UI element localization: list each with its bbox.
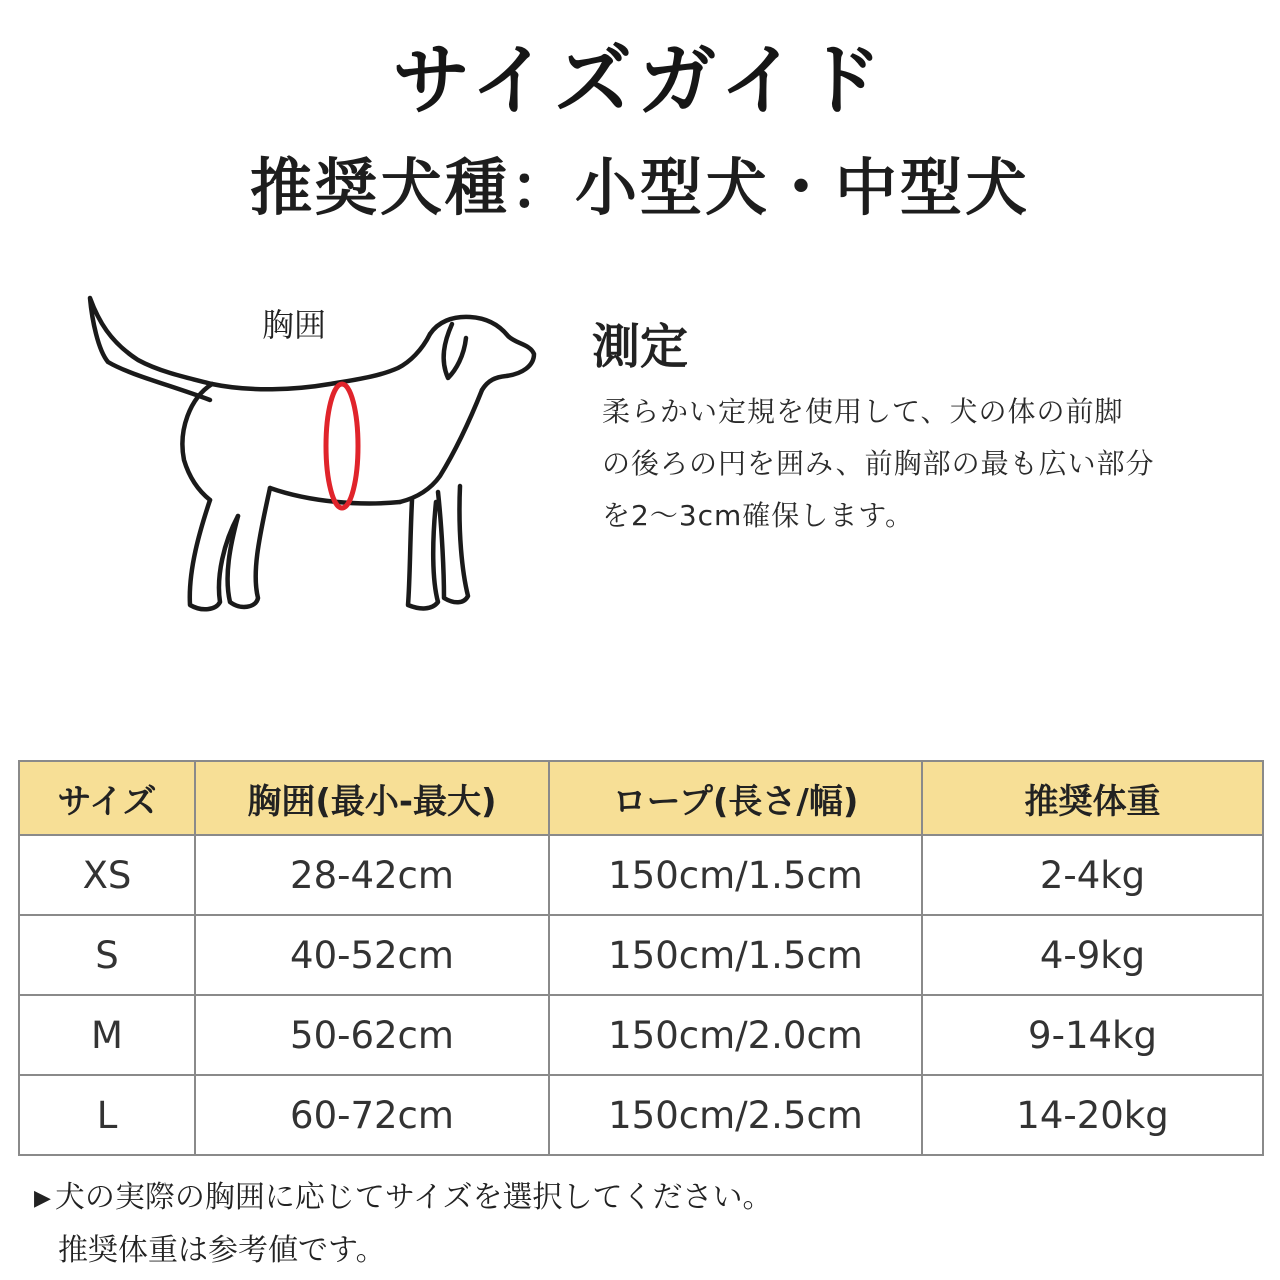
header-chest: 胸囲(最小-最大): [195, 761, 549, 835]
notes: [34, 1172, 773, 1277]
cell-chest: 50-62cm: [195, 995, 549, 1075]
measure-heading: 測定: [592, 319, 689, 375]
dog-tail: [90, 298, 212, 400]
cell-size: XS: [19, 835, 195, 915]
cell-chest: 28-42cm: [195, 835, 549, 915]
measure-line: の後ろの円を囲み、前胸部の最も広い部分: [602, 447, 1155, 480]
cell-rope: 150cm/1.5cm: [549, 915, 922, 995]
measure-instructions: [602, 386, 1222, 542]
table-header-row: [19, 761, 1263, 835]
cell-chest: 40-52cm: [195, 915, 549, 995]
note-line: 推奨体重は参考値です。: [58, 1233, 386, 1268]
cell-rope: 150cm/2.5cm: [549, 1075, 922, 1155]
note-text: 犬の実際の胸囲に応じてサイズを選択してください。: [54, 1180, 773, 1215]
dog-chest: [400, 390, 482, 502]
cell-rope: 150cm/2.0cm: [549, 995, 922, 1075]
size-table: [18, 760, 1264, 1156]
note-line: [34, 1172, 773, 1225]
cell-rope: 150cm/1.5cm: [549, 835, 922, 915]
table-row: [19, 835, 1263, 915]
table-row: [19, 995, 1263, 1075]
cell-weight: 2-4kg: [922, 835, 1263, 915]
cell-size: M: [19, 995, 195, 1075]
cell-chest: 60-72cm: [195, 1075, 549, 1155]
cell-weight: 9-14kg: [922, 995, 1263, 1075]
triangle-right-icon: ▶: [34, 1186, 51, 1211]
cell-weight: 4-9kg: [922, 915, 1263, 995]
table-row: [19, 1075, 1263, 1155]
chest-label: 胸囲: [262, 306, 327, 344]
cell-size: L: [19, 1075, 195, 1155]
header-size: サイズ: [19, 761, 195, 835]
measure-line: 柔らかい定規を使用して、犬の体の前脚: [602, 395, 1124, 428]
header-rope: ロープ(長さ/幅): [549, 761, 922, 835]
page-title: サイズガイド: [392, 36, 888, 126]
cell-weight: 14-20kg: [922, 1075, 1263, 1155]
cell-size: S: [19, 915, 195, 995]
chest-measure-ring: [326, 384, 358, 508]
recommended-breeds: 推奨犬種：小型犬・中型犬: [249, 151, 1030, 224]
measure-line: を2〜3cm確保します。: [602, 499, 915, 532]
header-weight: 推奨体重: [922, 761, 1263, 835]
dog-ear: [444, 324, 466, 378]
dog-front-leg: [408, 500, 438, 608]
table-row: [19, 915, 1263, 995]
